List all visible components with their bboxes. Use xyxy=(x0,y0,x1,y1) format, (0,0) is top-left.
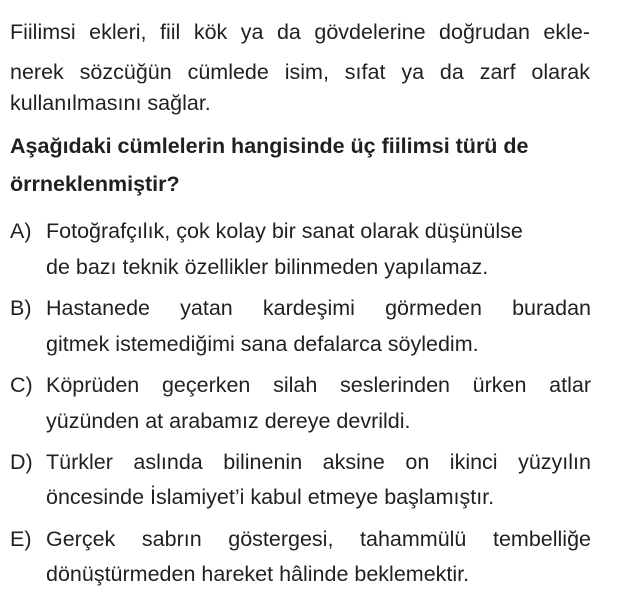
option-a-line-2: de bazı teknik özellikler bilinmeden yapılamaz. xyxy=(46,255,489,279)
question-line-1: Aşağıdaki cümlelerin hangisinde üç fiilimsi türü de xyxy=(10,134,529,158)
option-a-line-1: Fotoğrafçılık, çok kolay bir sanat olarak düşünülse xyxy=(46,219,523,243)
option-e-letter: E) xyxy=(10,527,32,551)
option-e-line-1: Gerçek sabrın göstergesi, tahammülü tembelliğe xyxy=(46,527,591,551)
option-c-letter: C) xyxy=(10,373,33,397)
option-b-line-1: Hastanede yatan kardeşimi görmeden buradan xyxy=(46,296,591,320)
option-d-line-2: öncesinde İslamiyet’i kabul etmeye başlamıştır. xyxy=(46,485,495,509)
option-d-line-1: Türkler aslında bilinenin aksine on ikinci yüzyılın xyxy=(46,450,591,474)
option-b-line-2: gitmek istemediğimi sana defalarca söyledim. xyxy=(46,332,479,356)
option-d-letter: D) xyxy=(10,450,33,474)
question-line-2: örrneklenmiştir? xyxy=(10,172,180,196)
option-c-line-1: Köprüden geçerken silah seslerinden ürken atlar xyxy=(46,373,591,397)
option-e-line-2: dönüştürmeden hareket hâlinde beklemektir. xyxy=(46,562,470,586)
option-c-line-2: yüzünden at arabamız dereye devrildi. xyxy=(46,409,411,433)
option-a-letter: A) xyxy=(10,219,32,243)
intro-line-1: Fiilimsi ekleri, fiil kök ya da gövdelerine doğrudan ekle- xyxy=(10,20,590,44)
option-b-letter: B) xyxy=(10,296,32,320)
intro-line-3: kullanılmasını sağlar. xyxy=(10,91,211,115)
intro-line-2: nerek sözcüğün cümlede isim, sıfat ya da zarf olarak xyxy=(10,60,590,84)
